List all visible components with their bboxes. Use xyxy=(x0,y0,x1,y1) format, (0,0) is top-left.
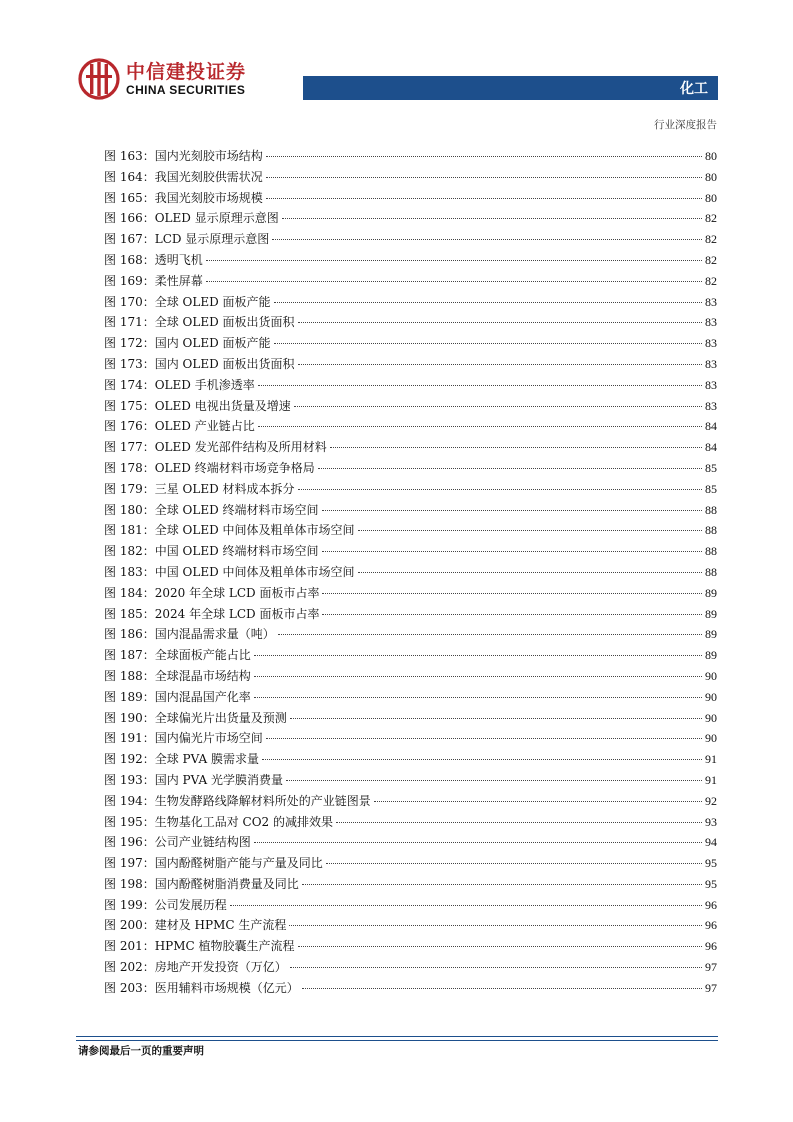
toc-entry-page: 82 xyxy=(705,252,717,267)
toc-dot-leader xyxy=(322,614,702,615)
toc-entry[interactable] xyxy=(104,688,717,709)
toc-dot-leader xyxy=(206,281,702,282)
toc-entry-label: 图 196：公司产业链结构图 xyxy=(104,835,251,850)
toc-entry-page: 84 xyxy=(705,440,717,455)
toc-dot-leader xyxy=(290,718,702,719)
toc-dot-leader xyxy=(258,385,702,386)
toc-entry-label: 图 194：生物发酵路线降解材料所处的产业链图景 xyxy=(104,793,371,808)
toc-entry-page: 82 xyxy=(705,232,717,247)
toc-entry-label: 图 166：OLED 显示原理示意图 xyxy=(104,211,279,226)
toc-entry[interactable] xyxy=(104,875,717,896)
toc-entry-page: 89 xyxy=(705,606,717,621)
toc-entry-page: 93 xyxy=(705,814,717,829)
toc-entry[interactable] xyxy=(104,605,717,626)
toc-entry-label: 图 182：中国 OLED 终端材料市场空间 xyxy=(104,544,319,559)
toc-entry-page: 88 xyxy=(705,523,717,538)
toc-entry-label: 图 197：国内酚醛树脂产能与产量及同比 xyxy=(104,856,323,871)
toc-dot-leader xyxy=(278,634,702,635)
toc-entry[interactable] xyxy=(104,376,717,397)
toc-entry[interactable] xyxy=(104,563,717,584)
figure-list xyxy=(104,147,717,1000)
toc-entry-label: 图 188：全球混晶市场结构 xyxy=(104,668,251,683)
toc-entry-page: 85 xyxy=(705,460,717,475)
toc-dot-leader xyxy=(358,530,702,531)
toc-entry-page: 88 xyxy=(705,544,717,559)
toc-entry-page: 82 xyxy=(705,273,717,288)
toc-entry[interactable] xyxy=(104,854,717,875)
toc-dot-leader xyxy=(298,946,702,947)
toc-dot-leader xyxy=(274,302,702,303)
toc-entry-page: 89 xyxy=(705,648,717,663)
toc-entry-page: 80 xyxy=(705,169,717,184)
report-type: 行业深度报告 xyxy=(654,119,717,131)
toc-entry[interactable] xyxy=(104,168,717,189)
company-logo xyxy=(78,58,246,100)
toc-entry-page: 91 xyxy=(705,772,717,787)
toc-entry[interactable] xyxy=(104,771,717,792)
sector-bar xyxy=(303,76,718,100)
toc-entry-page: 96 xyxy=(705,897,717,912)
toc-dot-leader xyxy=(290,967,702,968)
toc-entry-label: 图 189：国内混晶国产化率 xyxy=(104,689,251,704)
toc-entry-page: 82 xyxy=(705,211,717,226)
toc-dot-leader xyxy=(322,510,702,511)
toc-entry-page: 91 xyxy=(705,752,717,767)
toc-entry-page: 97 xyxy=(705,960,717,975)
toc-entry-label: 图 165：我国光刻胶市场规模 xyxy=(104,190,263,205)
toc-entry-page: 90 xyxy=(705,689,717,704)
toc-entry[interactable] xyxy=(104,813,717,834)
toc-dot-leader xyxy=(294,406,702,407)
logo-english-name: CHINA SECURITIES xyxy=(126,83,246,97)
toc-entry-page: 95 xyxy=(705,876,717,891)
toc-dot-leader xyxy=(258,426,702,427)
toc-dot-leader xyxy=(254,676,702,677)
toc-dot-leader xyxy=(254,697,702,698)
toc-dot-leader xyxy=(254,842,702,843)
toc-entry[interactable] xyxy=(104,625,717,646)
toc-dot-leader xyxy=(322,551,702,552)
toc-dot-leader xyxy=(266,156,702,157)
footer-divider-thin xyxy=(76,1040,718,1041)
toc-entry-page: 97 xyxy=(705,980,717,995)
toc-entry-page: 89 xyxy=(705,585,717,600)
toc-entry-label: 图 180：全球 OLED 终端材料市场空间 xyxy=(104,502,319,517)
toc-entry-page: 83 xyxy=(705,377,717,392)
toc-entry-label: 图 200：建材及 HPMC 生产流程 xyxy=(104,918,287,933)
toc-dot-leader xyxy=(272,239,702,240)
toc-entry-label: 图 186：国内混晶需求量（吨） xyxy=(104,627,275,642)
toc-entry[interactable] xyxy=(104,584,717,605)
toc-entry[interactable] xyxy=(104,272,717,293)
toc-entry[interactable] xyxy=(104,729,717,750)
toc-entry-page: 90 xyxy=(705,731,717,746)
toc-entry-page: 95 xyxy=(705,856,717,871)
toc-entry[interactable] xyxy=(104,209,717,230)
toc-entry[interactable] xyxy=(104,667,717,688)
toc-dot-leader xyxy=(358,572,702,573)
toc-entry-page: 80 xyxy=(705,190,717,205)
toc-dot-leader xyxy=(274,343,702,344)
toc-entry[interactable] xyxy=(104,397,717,418)
toc-entry-label: 图 171：全球 OLED 面板出货面积 xyxy=(104,315,295,330)
toc-dot-leader xyxy=(266,738,702,739)
toc-entry[interactable] xyxy=(104,646,717,667)
toc-entry-label: 图 173：国内 OLED 面板出货面积 xyxy=(104,356,295,371)
footer-divider xyxy=(76,1036,718,1037)
toc-entry[interactable] xyxy=(104,355,717,376)
toc-entry[interactable] xyxy=(104,896,717,917)
toc-entry-label: 图 183：中国 OLED 中间体及粗单体市场空间 xyxy=(104,564,355,579)
toc-entry-page: 83 xyxy=(705,398,717,413)
toc-dot-leader xyxy=(282,218,702,219)
toc-entry-page: 88 xyxy=(705,502,717,517)
toc-dot-leader xyxy=(330,447,702,448)
sector-label: 化工 xyxy=(680,81,708,97)
toc-entry-page: 83 xyxy=(705,356,717,371)
toc-entry-label: 图 169：柔性屏幕 xyxy=(104,273,203,288)
toc-dot-leader xyxy=(302,884,702,885)
toc-dot-leader xyxy=(322,593,702,594)
toc-dot-leader xyxy=(206,260,702,261)
toc-entry-label: 图 163：国内光刻胶市场结构 xyxy=(104,149,263,163)
toc-entry-page: 84 xyxy=(705,419,717,434)
toc-entry[interactable] xyxy=(104,501,717,522)
toc-entry-label: 图 176：OLED 产业链占比 xyxy=(104,419,255,434)
toc-dot-leader xyxy=(318,468,702,469)
toc-entry[interactable] xyxy=(104,937,717,958)
toc-entry-page: 90 xyxy=(705,710,717,725)
toc-entry[interactable] xyxy=(104,916,717,937)
toc-entry[interactable] xyxy=(104,750,717,771)
toc-dot-leader xyxy=(230,905,702,906)
toc-entry-label: 图 201：HPMC 植物胶囊生产流程 xyxy=(104,939,295,954)
toc-entry-label: 图 170：全球 OLED 面板产能 xyxy=(104,294,271,309)
toc-entry-label: 图 195：生物基化工品对 CO2 的减排效果 xyxy=(104,814,334,829)
toc-entry[interactable] xyxy=(104,230,717,251)
china-securities-logo-icon xyxy=(78,58,120,100)
toc-entry[interactable] xyxy=(104,542,717,563)
toc-entry-label: 图 179：三星 OLED 材料成本拆分 xyxy=(104,481,295,496)
toc-entry-label: 图 184：2020 年全球 LCD 面板市占率 xyxy=(104,585,320,600)
toc-entry-page: 94 xyxy=(705,835,717,850)
toc-entry-page: 96 xyxy=(705,939,717,954)
toc-entry-label: 图 193：国内 PVA 光学膜消费量 xyxy=(104,772,283,787)
toc-entry-page: 83 xyxy=(705,294,717,309)
toc-entry[interactable] xyxy=(104,521,717,542)
page-header xyxy=(0,0,793,140)
toc-entry[interactable] xyxy=(104,189,717,210)
toc-dot-leader xyxy=(254,655,702,656)
toc-entry-label: 图 202：房地产开发投资（万亿） xyxy=(104,960,287,975)
toc-entry-label: 图 192：全球 PVA 膜需求量 xyxy=(104,752,259,767)
toc-entry-page: 92 xyxy=(705,793,717,808)
toc-entry-label: 图 168：透明飞机 xyxy=(104,252,203,267)
toc-dot-leader xyxy=(374,801,702,802)
toc-dot-leader xyxy=(326,863,702,864)
toc-entry-label: 图 174：OLED 手机渗透率 xyxy=(104,377,255,392)
toc-entry-label: 图 191：国内偏光片市场空间 xyxy=(104,731,263,746)
toc-entry[interactable] xyxy=(104,334,717,355)
toc-entry-page: 80 xyxy=(705,149,717,163)
toc-entry[interactable] xyxy=(104,709,717,730)
toc-entry-page: 85 xyxy=(705,481,717,496)
toc-entry-label: 图 178：OLED 终端材料市场竞争格局 xyxy=(104,460,315,475)
toc-entry[interactable] xyxy=(104,293,717,314)
toc-dot-leader xyxy=(266,198,702,199)
toc-entry[interactable] xyxy=(104,438,717,459)
toc-entry-label: 图 187：全球面板产能占比 xyxy=(104,648,251,663)
toc-dot-leader xyxy=(298,322,702,323)
toc-dot-leader xyxy=(302,988,702,989)
toc-dot-leader xyxy=(336,822,702,823)
toc-entry-page: 96 xyxy=(705,918,717,933)
toc-entry-label: 图 185：2024 年全球 LCD 面板市占率 xyxy=(104,606,320,621)
toc-entry-page: 83 xyxy=(705,315,717,330)
toc-entry[interactable] xyxy=(104,833,717,854)
logo-chinese-name: 中信建投证券 xyxy=(126,61,247,83)
toc-entry-label: 图 175：OLED 电视出货量及增速 xyxy=(104,398,291,413)
footer-disclaimer: 请参阅最后一页的重要声明 xyxy=(78,1045,204,1057)
toc-entry-page: 89 xyxy=(705,627,717,642)
toc-entry[interactable] xyxy=(104,979,717,1000)
toc-entry[interactable] xyxy=(104,459,717,480)
toc-entry[interactable] xyxy=(104,251,717,272)
toc-entry-label: 图 190：全球偏光片出货量及预测 xyxy=(104,710,287,725)
toc-entry[interactable] xyxy=(104,792,717,813)
toc-entry-label: 图 198：国内酚醛树脂消费量及同比 xyxy=(104,876,299,891)
toc-entry-label: 图 203：医用辅料市场规模（亿元） xyxy=(104,980,299,995)
toc-entry-label: 图 181：全球 OLED 中间体及粗单体市场空间 xyxy=(104,523,355,538)
toc-dot-leader xyxy=(262,759,702,760)
toc-entry-label: 图 164：我国光刻胶供需状况 xyxy=(104,169,263,184)
toc-entry[interactable] xyxy=(104,147,717,168)
toc-entry-label: 图 167：LCD 显示原理示意图 xyxy=(104,232,270,247)
toc-entry-label: 图 177：OLED 发光部件结构及所用材料 xyxy=(104,440,327,455)
toc-entry-label: 图 199：公司发展历程 xyxy=(104,897,227,912)
toc-entry-page: 90 xyxy=(705,668,717,683)
toc-dot-leader xyxy=(286,780,702,781)
toc-entry-label: 图 172：国内 OLED 面板产能 xyxy=(104,336,271,351)
toc-dot-leader xyxy=(298,364,702,365)
toc-entry[interactable] xyxy=(104,417,717,438)
toc-dot-leader xyxy=(266,177,702,178)
toc-entry[interactable] xyxy=(104,313,717,334)
toc-entry[interactable] xyxy=(104,480,717,501)
toc-entry-page: 88 xyxy=(705,564,717,579)
toc-entry-page: 83 xyxy=(705,336,717,351)
toc-dot-leader xyxy=(298,489,702,490)
toc-dot-leader xyxy=(289,925,702,926)
toc-entry[interactable] xyxy=(104,958,717,979)
